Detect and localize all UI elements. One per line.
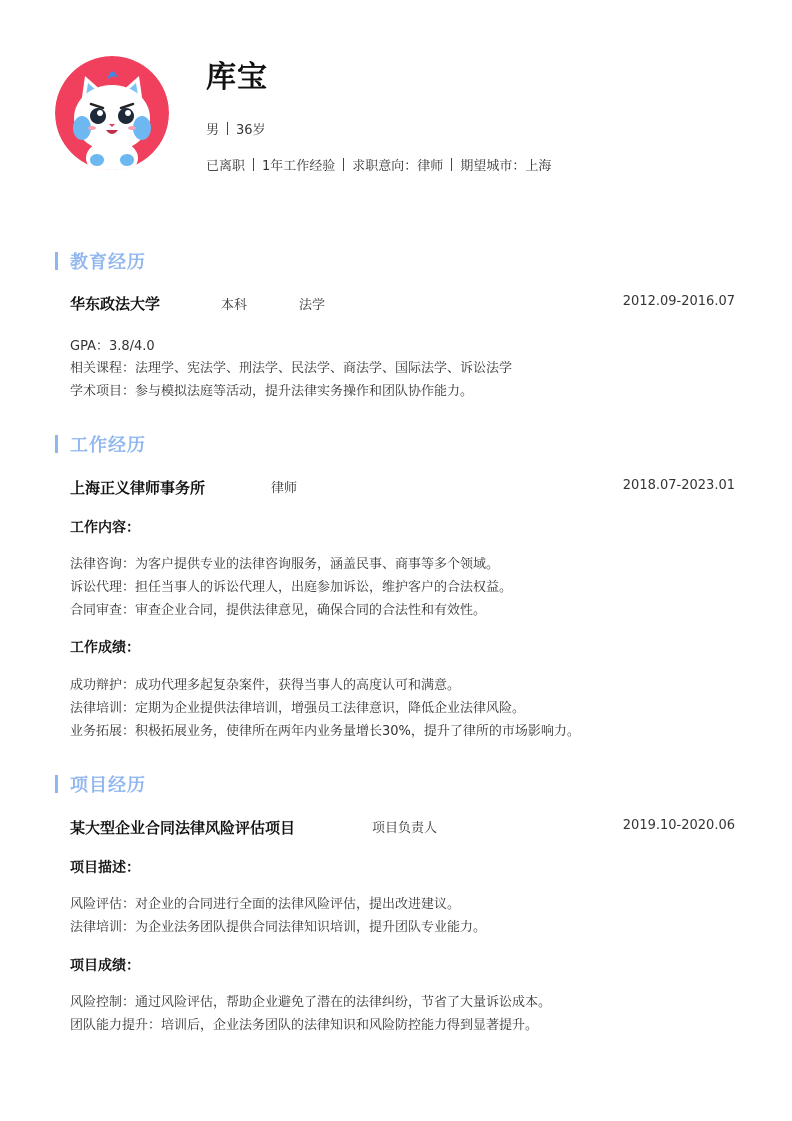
education-line: GPA：3.8/4.0 — [70, 339, 155, 354]
candidate-name: 库宝 — [206, 60, 268, 95]
project-achievement-heading: 项目成绩： — [70, 958, 140, 974]
section-work — [55, 431, 146, 457]
project-desc-line: 风险评估：对企业的合同进行全面的法律风险评估，提出改进建议。 — [70, 897, 461, 912]
education-line: 相关课程：法理学、宪法学、刑法学、民法学、商法学、国际法学、诉讼法学 — [70, 361, 513, 376]
company-name: 上海正义律师事务所 — [70, 479, 206, 497]
divider — [227, 122, 228, 135]
work-content-line: 合同审查：审查企业合同，提供法律意见，确保合同的合法性和有效性。 — [70, 603, 487, 618]
job-role: 律师 — [271, 481, 298, 496]
major: 法学 — [299, 298, 326, 313]
project-date: 2019.10-2020.06 — [622, 818, 735, 833]
project-name: 某大型企业合同法律风险评估项目 — [70, 819, 296, 837]
job-intent-info — [206, 155, 551, 174]
divider — [451, 158, 452, 171]
cat-mascot-icon — [55, 56, 169, 170]
education-line: 学术项目：参与模拟法庭等活动，提升法律实务操作和团队协作能力。 — [70, 384, 474, 399]
avatar — [55, 56, 169, 170]
age: 36岁 — [236, 123, 266, 138]
work-experience-years: 1年工作经验 — [262, 159, 336, 174]
work-achievement-line: 业务拓展：积极拓展业务，使律所在两年内业务量增长30%，提升了律所的市场影响力。 — [70, 724, 580, 739]
section-project — [55, 771, 146, 797]
project-role: 项目负责人 — [372, 821, 438, 836]
expected-city: 期望城市：上海 — [460, 159, 552, 174]
section-accent-bar — [55, 435, 58, 453]
degree: 本科 — [221, 298, 248, 313]
work-achievement-line: 成功辩护：成功代理多起复杂案件，获得当事人的高度认可和满意。 — [70, 678, 461, 693]
work-content-line: 法律咨询：为客户提供专业的法律咨询服务，涵盖民事、商事等多个领域。 — [70, 557, 500, 572]
section-title: 工作经历 — [70, 435, 146, 456]
job-intent: 求职意向：律师 — [352, 159, 444, 174]
school-name: 华东政法大学 — [70, 295, 161, 313]
project-achievement-line: 风险控制：通过风险评估，帮助企业避免了潜在的法律纠纷，节省了大量诉讼成本。 — [70, 995, 552, 1010]
work-content-line: 诉讼代理：担任当事人的诉讼代理人，出庭参加诉讼，维护客户的合法权益。 — [70, 580, 513, 595]
divider — [253, 158, 254, 171]
work-content-heading: 工作内容： — [70, 520, 140, 536]
section-accent-bar — [55, 775, 58, 793]
divider — [343, 158, 344, 171]
gender: 男 — [206, 123, 220, 138]
section-title: 项目经历 — [70, 775, 146, 796]
section-accent-bar — [55, 252, 58, 270]
work-date: 2018.07-2023.01 — [622, 478, 735, 493]
section-education — [55, 248, 146, 274]
section-title: 教育经历 — [70, 252, 146, 273]
work-achievement-line: 法律培训：定期为企业提供法律培训，增强员工法律意识，降低企业法律风险。 — [70, 701, 526, 716]
education-date: 2012.09-2016.07 — [622, 294, 735, 309]
employment-status: 已离职 — [206, 159, 246, 174]
project-achievement-line: 团队能力提升：培训后，企业法务团队的法律知识和风险防控能力得到显著提升。 — [70, 1018, 539, 1033]
project-desc-line: 法律培训：为企业法务团队提供合同法律知识培训，提升团队专业能力。 — [70, 920, 487, 935]
basic-info — [206, 119, 266, 138]
work-achievement-heading: 工作成绩： — [70, 640, 140, 656]
project-desc-heading: 项目描述： — [70, 860, 140, 876]
